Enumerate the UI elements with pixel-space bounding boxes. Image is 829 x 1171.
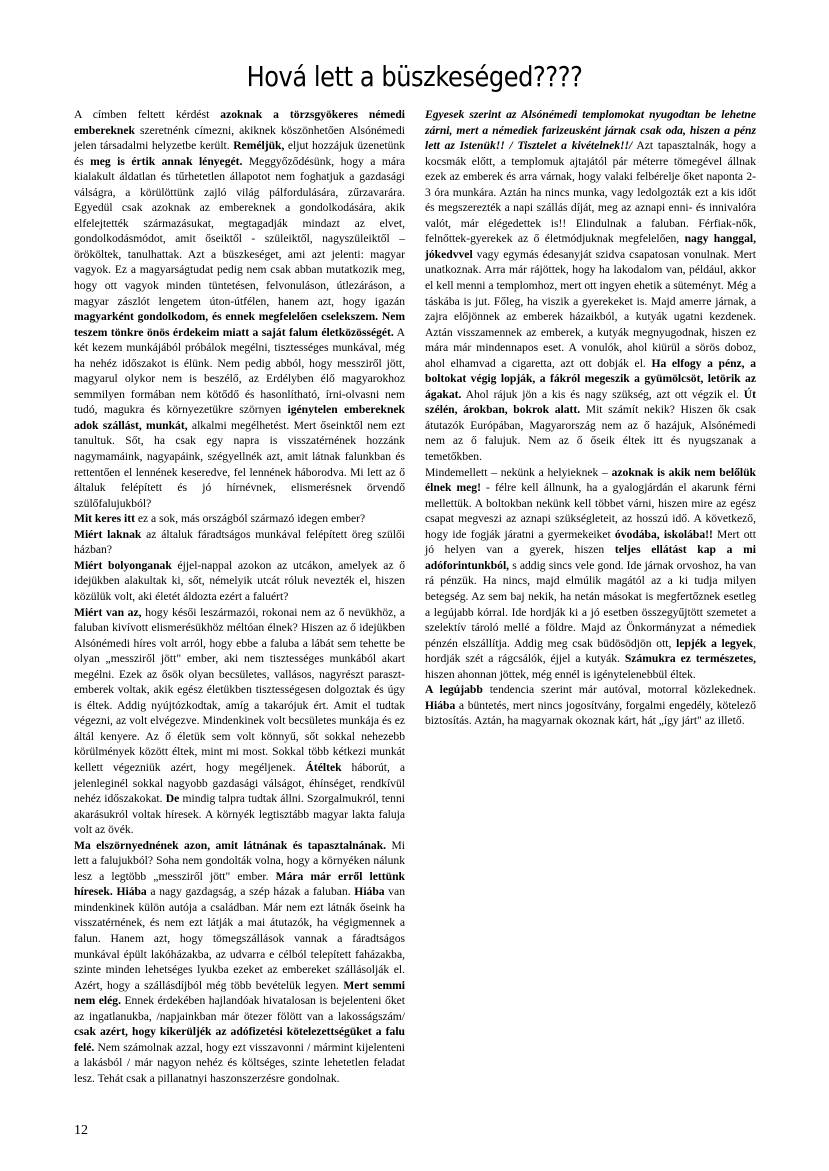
body-text: tendencia szerint már autóval, motorral közlekednek. <box>482 683 757 697</box>
article-paragraph <box>74 558 405 605</box>
body-text: hiszen ahonnan jöttek, még ennél is igénytelenebbül éltek. <box>425 667 696 681</box>
article-body <box>74 107 756 1117</box>
emphasis-text: lepjék a legyek <box>676 636 754 650</box>
body-text: a nagy gazdagság, a szép házak a faluban. <box>146 885 355 899</box>
body-text: Mindemellett – nekünk a helyieknek – <box>425 465 612 479</box>
body-text: eljut hozzájuk üzenetünk és <box>74 139 405 168</box>
body-text: - félre kell állnunk, ha a gyalogjárdán el akarunk férni mellettük. A boltokban nekünk kell többet várni, hiszen mire az egész csapat megveszi az aznapi szükségleteit, az hosszú idő. A következő, hogy ide fogják járatni a gyermekeiket <box>425 481 756 541</box>
article-paragraph <box>74 605 405 838</box>
article-paragraph <box>74 107 405 511</box>
article-paragraph <box>74 527 405 558</box>
emphasis-text: óvodába, iskolába!! <box>614 527 713 541</box>
emphasis-text: Egyesek szerint az Alsónémedi templomokat nyugodtan be lehetne zárni, mert a némediek farizeusként járnak csak oda, hiszen a pénz lett az Istenük!! / Tisztelet a kivételnek!!/ <box>425 108 756 153</box>
body-text: háborút, a jelenleginél sokkal nagyobb gazdasági válságot, éhínséget, rendkívül nehéz időszakokat. <box>74 760 405 806</box>
body-text: van mindenkinek külön autója a családban. Már nem ezt látnák őseink ha visszatérnének, és nem ezt látják a mai átutazók, ha végigmennek a falun. Hanem azt, hogy tömegszállások vannak a fáradtságos munkával épült lakóházakba, az udvarra e célból telepített faházakba, szinte minden lehetséges lyukba ezeket az embereket szállásolják el. Azért, hogy a szállásdíjból még több bevételük legyen. <box>74 885 405 992</box>
body-text: Mit számít nekik? Hiszen ők csak átutazók Európában, Magyarország nem az ő hazájuk, Alsónémedi nem az ő falujuk. Nem az ő őseik éltek itt és nyugszanak a temetőkben. <box>425 403 757 464</box>
body-text: hogy késői leszármazói, rokonai nem az ő nevükhöz, a faluban kivívott elismerésükhöz méltóan élnek? Hiszen az ő idejükben Alsónémedi híres volt arról, hogy ebbe a faluba a lábát sem tehette be olyan „messziről jött" ember, aki nem tisztességes munkából akart megélni. Ezek az ősök olyan becsületes, vallásos, nagyrészt parasztemberek voltak, akik egész életükben tisztességesen dolgoztak és úgy is éltek. Addig nyújtózkodtak, amíg a takarójuk ért. Amit el tudtak végezni, az volt elvégezve. Mindenkinek volt becsületes munkája és ez áltál kenyere. Az ő életük sem volt könnyű, sőt sokkal nehezebb körülmények között éltek, mint mi most. Sokkal több kétkezi munkát kellett végezniük azért, hogy megéljenek. <box>74 605 405 774</box>
emphasis-text: nagy hanggal, jókedvvel <box>425 232 756 261</box>
body-text: szeretnénk címezni, akiknek köszönhetően Alsónémedi jelen társadalmi helyzetbe került. <box>74 123 405 153</box>
article-paragraph <box>425 682 756 729</box>
emphasis-text: magyarként gondolkodom, és ennek megfelelően cselekszem. Nem teszem tönkre önös érdekeim miatt a saját falum életközösségét. <box>74 310 405 339</box>
emphasis-text: Hiába <box>354 885 385 899</box>
emphasis-text: Út szélén, árokban, bokrok alatt. <box>425 387 756 417</box>
body-text: vagy egymás édesanyját szidva csapatosan vonulnak. Mert unatkoznak. Arra már rájöttek, hogy ha lakodalom van, például, akkor el kell menni a templomhoz, mert ott ingyen ehetik a süteményt. Még a táskába is jut. Főleg, ha viszik a gyerekeket is. Majd amerre járnak, a zajra előjönnek az emberek házaikból, a kutyák ugatni kezdenek. Aztán visszamennek az emberek, a kutyák megnyugodnak, hiszen ez mára már mindennapos eset. A vonulók, ahol kiürül a sörös doboz, ahol elhamvad a cigaretta, azt ott dobják el. <box>425 247 756 370</box>
emphasis-text: Reméljük, <box>233 139 285 153</box>
emphasis-text: igénytelen embereknek adok szállást, munkát, <box>74 403 405 432</box>
body-text: Nem számolnak azzal, hogy ezt visszavonni / mármint kijelenteni a lakásból / már nagyon nehéz és költséges, szinte lehetetlen feladat lesz. Tehát csak a pillanatnyi haszonszerzésre gondolnak. <box>74 1040 405 1085</box>
body-text: Mi lett a falujukból? Soha nem gondolták volna, hogy a környéken nálunk lesz a legtöbb „messziről jött" ember. <box>74 838 405 883</box>
emphasis-text: Számukra ez természetes, <box>624 652 757 666</box>
emphasis-text: Mára már erről lettünk híresek. <box>74 869 405 899</box>
body-text: Ahol rájuk jön a kis és nagy szükség, azt ott végzik el. <box>461 387 744 401</box>
emphasis-text: Miért bolyonganak <box>74 558 172 572</box>
body-text: A két kezem munkájából próbálok megélni, tisztességes munkával, még ha nehéz időszakot is élünk. Nem pedig abból, hogy messziről jött, magyarul olykor nem is beszélő, az Erdélyben élő magyarokhoz semmilyen formában nem kötődő és hasonlítható, írni-olvasni nem tudó, magukra és környezetükre szörnyen <box>74 325 405 417</box>
body-text: a büntetés, mert nincs jogosítvány, forgalmi engedély, kötelező biztosítás. Aztán, ha magyarnak okoznak kárt, hát „így járt" az illető. <box>425 698 756 728</box>
emphasis-text: De <box>165 792 180 806</box>
body-text: Meggyőződésünk, hogy a mára kialakult áldatlan és tűrhetetlen állapotot nem foghatjuk a gazdasági válságra, a körülöttünk zajló világ pálfordulására, zűrzavarára. Egyedül csak azoknak az embereknek a gondolkodására, akik elfelejtették származásukat, megtagadják mindazt az elvet, gondolkodásmódot, amit őseiktől - szüleiktől, nagyszüleiktől – örököltek, tanulhattak. Azt a büszkeséget, ami azt jelenti: magyar vagyok. Ez a magyarságtudat pedig nem csak abban mutatkozik meg, hogy ott vagyok minden tüntetésen, felvonuláson, útlezáráson, a magyar zászlót lengetem úton-útfélen, hanem azt, hogy igazán <box>74 154 406 308</box>
emphasis-text: azoknak a törzsgyökeres némedi embereknek <box>74 108 405 137</box>
emphasis-text: Ma elszörnyednének azon, amit látnának és tapasztalnának. <box>74 838 387 852</box>
body-text: , hordják szét a rágcsálók, éjjel a kutyák. <box>425 636 757 666</box>
emphasis-text: Miért laknak <box>74 527 142 541</box>
body-text: A címben feltett kérdést <box>74 108 221 121</box>
emphasis-text: Hiába <box>116 885 147 899</box>
body-text: alkalmi megélhetést. Mert őseinktől nem ezt tanultuk. Sőt, ha csak egy napra is visszatérnének hozzánk nagymamáink, nagyapáink, szégyellnék azt, amit látnak falunkban és rettentően el lennének keseredve, fel lennének háborodva. Mi lett az ő általuk felépített és jó hírnévnek, elismerésnek örvendő szülőfalujukból? <box>74 418 405 510</box>
article-paragraph <box>74 838 405 1087</box>
body-text: éjjel-nappal azokon az utcákon, amelyek az ő idejükben alakultak ki, sőt, némelyik utcát róluk nevezték el, hiszen közülük volt, aki életét áldozta ezért a faluért? <box>74 558 405 603</box>
body-text: Mert ott jó helyen van a gyerek, hiszen <box>425 527 757 557</box>
article-paragraph <box>425 465 756 683</box>
emphasis-text: Mit keres itt <box>74 512 135 526</box>
emphasis-text: azoknak is akik nem belőlük élnek meg! <box>425 465 756 495</box>
body-text: az általuk fáradtságos munkával felépített öreg szülői házban? <box>74 527 405 557</box>
article-paragraph <box>74 511 405 527</box>
emphasis-text: csak azért, hogy kikerüljék az adófizetési kötelezettségüket a falu felé. <box>74 1025 405 1054</box>
emphasis-text: Ha elfogy a pénz, a boltokat végig lopják, a fákról megeszik a gyümölcsöt, letörik az ágakat. <box>425 356 756 401</box>
emphasis-text: Mert semmi nem elég. <box>74 978 405 1008</box>
emphasis-text: Átéltek <box>305 760 342 774</box>
emphasis-text: Hiába <box>425 698 456 712</box>
body-text: s addig sincs vele gond. Ide járnak orvoshoz, ha van rá pénzük. Ha nincs, majd elmúlik magától az a ki tudja milyen betegség. Az sem baj nekik, ha netán másokat is megfertőznek esetleg a legújabb kórral. Ide hordják ki a jó esetben összegyűjtött szemetet a szelektív tároló mellé a földre. Majd az Önkormányzat a némediek pénzén elszállítja. Addig meg csak büdösödjön ott, <box>425 558 756 650</box>
emphasis-text: Miért van az, <box>74 605 142 619</box>
emphasis-text: A legújabb <box>425 683 483 697</box>
article-paragraph <box>425 107 756 465</box>
body-text: mindig talpra tudtak állni. Szorgalmukról, tenni akarásukról voltak híresek. A környék legtisztább magyar lakta faluja volt az övék. <box>74 792 405 837</box>
emphasis-text: meg is értik annak lényegét. <box>90 154 243 168</box>
body-text: Ennek érdekében hajlandóak hivatalosan is bejelenteni őket az ingatlanukba, /napjainkban már ötezer fölött van a lakosságszám/ <box>74 994 405 1023</box>
page-number: 12 <box>74 1123 88 1138</box>
body-text: ez a sok, más országból származó idegen ember? <box>134 512 366 526</box>
emphasis-text: teljes ellátást kap a mi adóforintunkból, <box>425 543 756 572</box>
article-title: Hová lett a büszkeséged???? <box>246 60 583 93</box>
body-text: Azt tapasztalnák, hogy a kocsmák előtt, a templomuk ajtajától pár méterre tömegével állnak ezek az emberek és arra várnak, hogy valaki felbérelje őket naponta 2-3 óra munkára. Aztán ha nincs munka, vagy ledolgozták ezt a kis időt és megszerezték a napi szállás díját, meg az aznapi enni- és innivalóra valót, már elégedettek is!! Elindulnak a faluban. Férfiak-nők, felnőttek-gyerekek az ő életmódjuknak megfelelően, <box>425 139 756 246</box>
